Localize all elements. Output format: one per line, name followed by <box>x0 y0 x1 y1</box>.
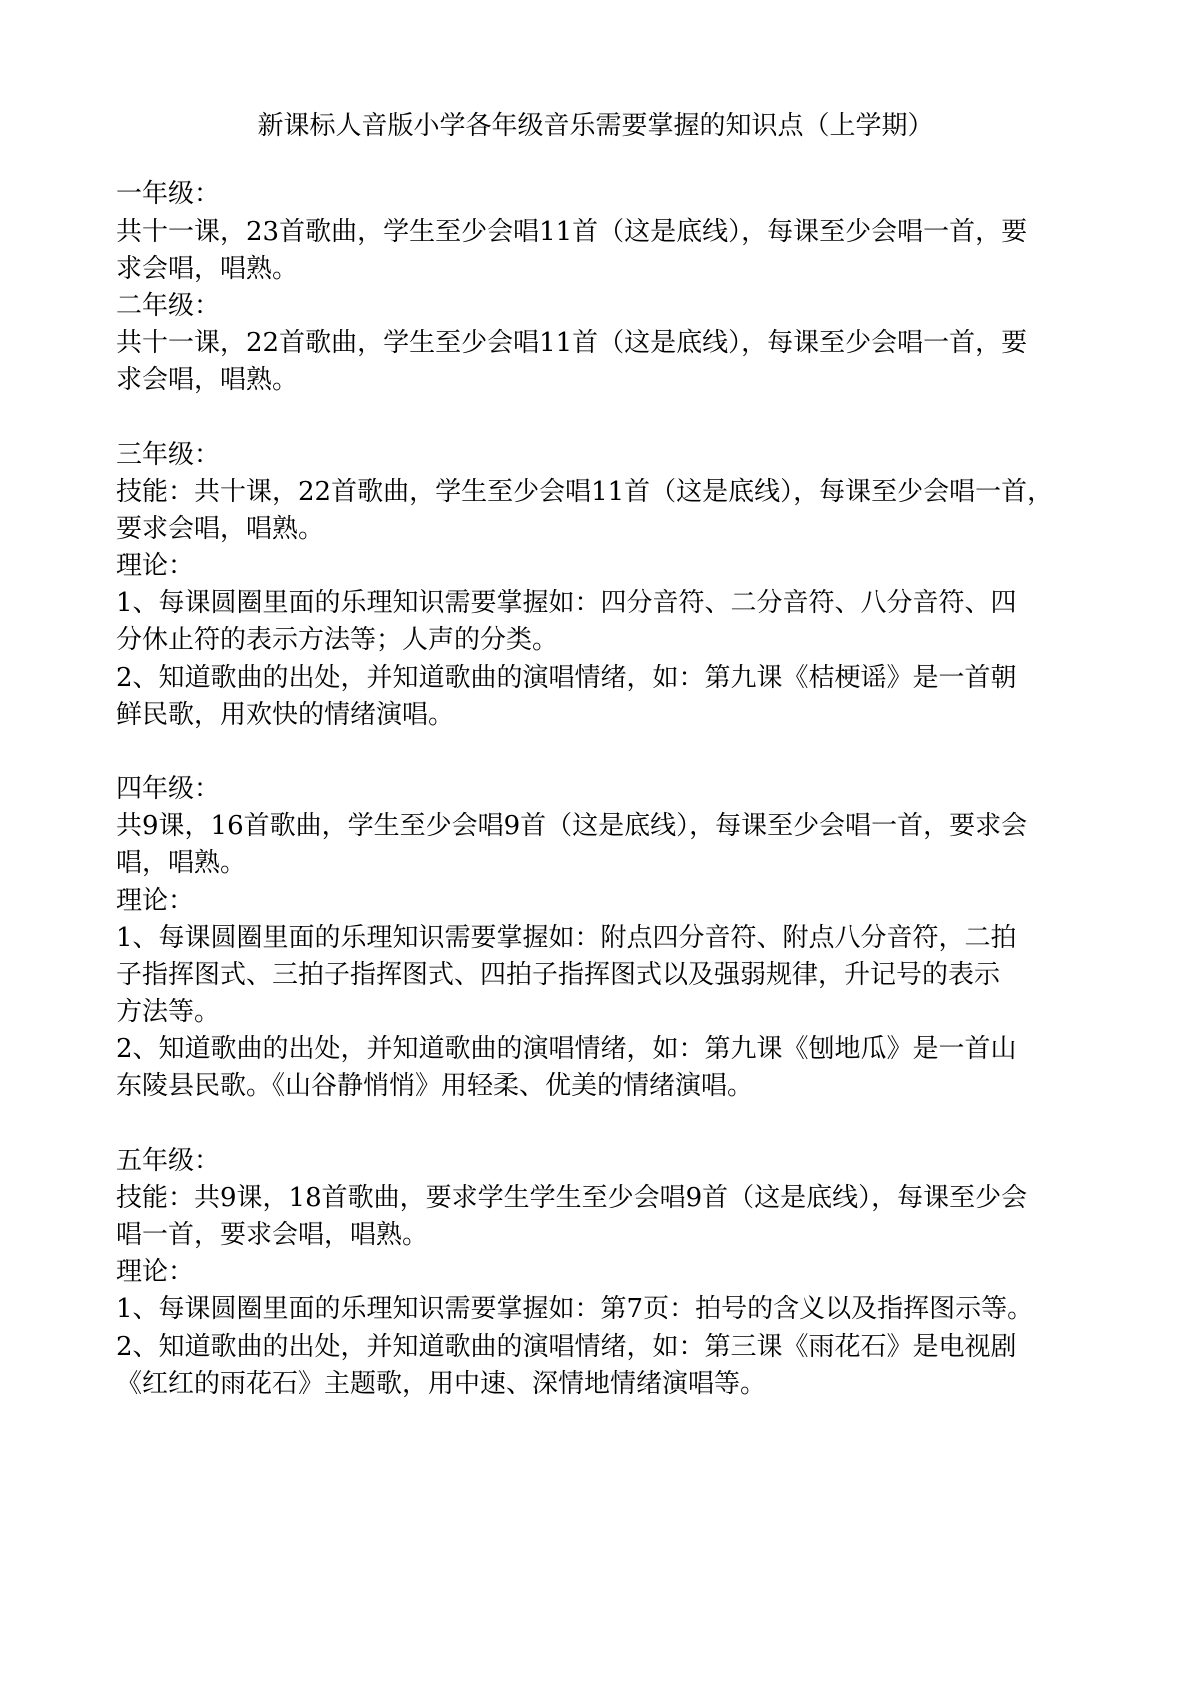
grade1-text-line: 求会唱，唱熟。 <box>116 254 299 284</box>
grade5-theory-item2-line: 《红红的雨花石》主题歌，用中速、深情地情绪演唱等。 <box>116 1369 767 1399</box>
grade4-theory-heading: 理论： <box>116 886 195 916</box>
grade4-theory-item2-line: 2、知道歌曲的出处，并知道歌曲的演唱情绪，如：第九课《刨地瓜》是一首山 <box>116 1034 1017 1064</box>
grade5-skill-line: 唱一首，要求会唱，唱熟。 <box>116 1220 429 1250</box>
grade5-theory-heading: 理论： <box>116 1257 195 1287</box>
grade3-theory-item2-line: 2、知道歌曲的出处，并知道歌曲的演唱情绪，如：第九课《桔梗谣》是一首朝 <box>116 663 1017 693</box>
grade2-heading: 二年级： <box>116 291 221 321</box>
grade3-skill-line: 技能：共十课，22首歌曲，学生至少会唱11首（这是底线），每课至少会唱一首， <box>116 477 1054 507</box>
grade3-theory-heading: 理论： <box>116 551 195 581</box>
grade4-theory-item2-line: 东陵县民歌。《山谷静悄悄》用轻柔、优美的情绪演唱。 <box>116 1071 754 1101</box>
grade4-text-line: 唱，唱熟。 <box>116 848 247 878</box>
grade5-theory-item1-line: 1、每课圆圈里面的乐理知识需要掌握如：第7页：拍号的含义以及指挥图示等。 <box>116 1294 1034 1324</box>
grade3-skill-line: 要求会唱，唱熟。 <box>116 514 325 544</box>
grade1-text-line: 共十一课，23首歌曲，学生至少会唱11首（这是底线），每课至少会唱一首，要 <box>116 217 1028 247</box>
grade5-theory-item2-line: 2、知道歌曲的出处，并知道歌曲的演唱情绪，如：第三课《雨花石》是电视剧 <box>116 1332 1017 1362</box>
grade3-heading: 三年级： <box>116 440 221 470</box>
grade3-theory-item1-line: 分休止符的表示方法等；人声的分类。 <box>116 625 559 655</box>
grade4-theory-item1-line: 方法等。 <box>116 997 221 1027</box>
grade5-heading: 五年级： <box>116 1146 221 1176</box>
grade4-text-line: 共9课，16首歌曲，学生至少会唱9首（这是底线），每课至少会唱一首，要求会 <box>116 811 1028 841</box>
grade3-theory-item1-line: 1、每课圆圈里面的乐理知识需要掌握如：四分音符、二分音符、八分音符、四 <box>116 588 1017 618</box>
grade1-heading: 一年级： <box>116 179 221 209</box>
grade3-theory-item2-line: 鲜民歌，用欢快的情绪演唱。 <box>116 700 455 730</box>
grade4-theory-item1-line: 子指挥图式、三拍子指挥图式、四拍子指挥图式以及强弱规律，升记号的表示 <box>116 960 1001 990</box>
grade4-theory-item1-line: 1、每课圆圈里面的乐理知识需要掌握如：附点四分音符、附点八分音符，二拍 <box>116 923 1017 953</box>
grade5-skill-line: 技能：共9课，18首歌曲，要求学生学生至少会唱9首（这是底线），每课至少会 <box>116 1183 1028 1213</box>
grade2-text-line: 求会唱，唱熟。 <box>116 365 299 395</box>
grade4-heading: 四年级： <box>116 774 221 804</box>
grade2-text-line: 共十一课，22首歌曲，学生至少会唱11首（这是底线），每课至少会唱一首，要 <box>116 328 1028 358</box>
document-title: 新课标人音版小学各年级音乐需要掌握的知识点（上学期） <box>257 111 934 141</box>
